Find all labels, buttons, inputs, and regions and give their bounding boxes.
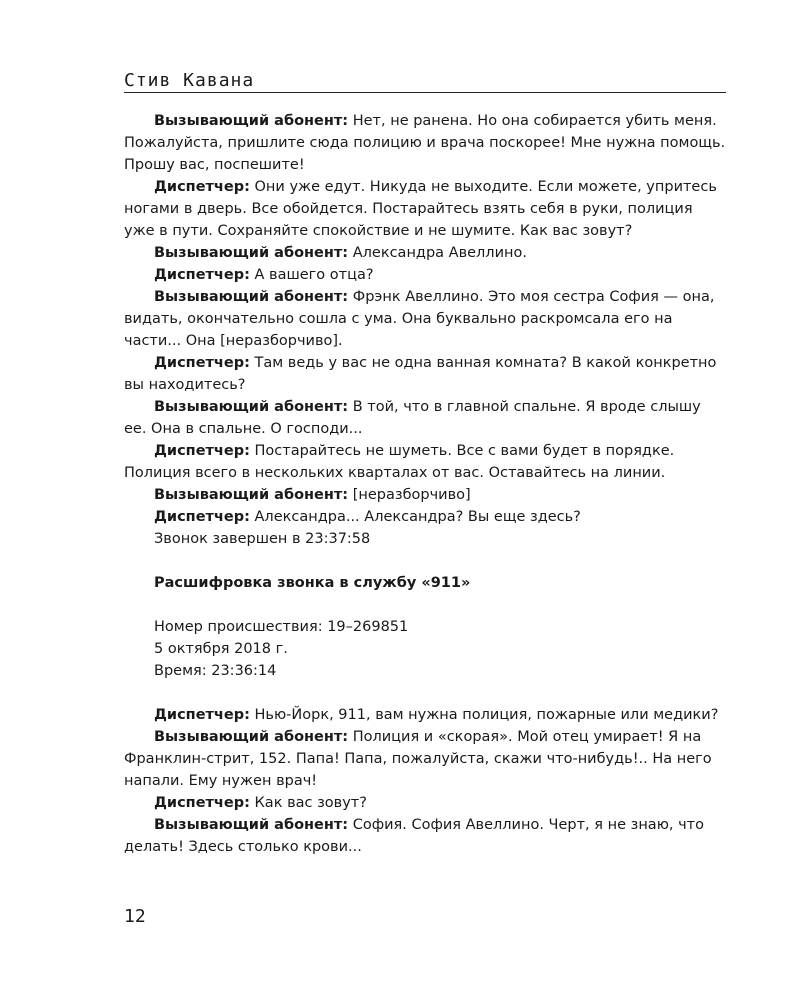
incident-date: 5 октября 2018 г. (154, 641, 288, 657)
utterance: Александра Авеллино. (348, 245, 527, 261)
page-body (124, 110, 726, 858)
speaker-label: Диспетчер: (154, 179, 250, 195)
speaker-label: Диспетчер: (154, 443, 250, 459)
utterance: В той, что в главной спальне. Я вроде слышу ее. Она в спальне. О господи... (124, 399, 701, 437)
dialogue-line (124, 264, 726, 286)
dialogue-part-1 (124, 110, 726, 550)
speaker-label: Диспетчер: (154, 509, 250, 525)
incident-time: Время: 23:36:14 (154, 663, 277, 679)
speaker-label: Диспетчер: (154, 267, 250, 283)
dialogue-line (124, 242, 726, 264)
utterance: Они уже едут. Никуда не выходите. Если можете, упритесь ногами в дверь. Все обойдется. Постарайтесь взять себя в руки, полиция уже в пути. Сохраняйте спокойствие и не шумите. Как вас зовут? (124, 179, 717, 239)
dialogue-line (124, 726, 726, 792)
utterance: Нет, не ранена. Но она собирается убить меня. Пожалуйста, пришлите сюда полицию и врача поскорее! Мне нужна помощь. Прошу вас, поспешите! (124, 113, 726, 173)
spacer (124, 682, 726, 704)
speaker-label: Вызывающий абонент: (154, 113, 349, 129)
speaker-label: Диспетчер: (154, 795, 250, 811)
call-ended-note: Звонок завершен в 23:37:58 (154, 531, 371, 547)
speaker-label: Вызывающий абонент: (154, 729, 349, 745)
speaker-label: Диспетчер: (154, 355, 250, 371)
utterance: Александра... Александра? Вы еще здесь? (249, 509, 581, 525)
incident-details (124, 616, 726, 682)
utterance: Как вас зовут? (249, 795, 367, 811)
dialogue-line (124, 704, 726, 726)
spacer (124, 550, 726, 572)
speaker-label: Диспетчер: (154, 707, 250, 723)
dialogue-line (124, 352, 726, 396)
dialogue-line (124, 110, 726, 176)
dialogue-part-2 (124, 704, 726, 858)
utterance: София. София Авеллино. Черт, я не знаю, что делать! Здесь столько крови... (124, 817, 704, 855)
utterance: Нью-Йорк, 911, вам нужна полиция, пожарные или медики? (249, 707, 719, 723)
utterance: Фрэнк Авеллино. Это моя сестра София — она, видать, окончательно сошла с ума. Она буквально раскромсала его на части... Она [неразборчиво]. (124, 289, 715, 349)
spacer (124, 594, 726, 616)
utterance: Там ведь у вас не одна ванная комната? В какой конкретно вы находитесь? (124, 355, 717, 393)
dialogue-line (124, 814, 726, 858)
speaker-label: Вызывающий абонент: (154, 487, 349, 503)
utterance: [неразборчиво] (348, 487, 471, 503)
dialogue-line (124, 440, 726, 484)
dialogue-line (124, 792, 726, 814)
running-head: Стив Кавана (124, 70, 726, 93)
dialogue-line (124, 484, 726, 506)
speaker-label: Вызывающий абонент: (154, 289, 349, 305)
utterance: Полиция и «скорая». Мой отец умирает! Я на Франклин-стрит, 152. Папа! Папа, пожалуйста, скажи что-нибудь!.. На него напали. Ему нужен врач! (124, 729, 712, 789)
speaker-label: Вызывающий абонент: (154, 399, 349, 415)
dialogue-line (124, 396, 726, 440)
speaker-label: Вызывающий абонент: (154, 817, 349, 833)
utterance: Постарайтесь не шуметь. Все с вами будет в порядке. Полиция всего в нескольких кварталах от вас. Оставайтесь на линии. (124, 443, 675, 481)
page-number: 12 (124, 906, 146, 927)
speaker-label: Вызывающий абонент: (154, 245, 349, 261)
incident-number: Номер происшествия: 19–269851 (154, 619, 409, 635)
dialogue-line (124, 176, 726, 242)
utterance: А вашего отца? (249, 267, 374, 283)
dialogue-line (124, 506, 726, 528)
dialogue-line (124, 286, 726, 352)
transcript-heading: Расшифровка звонка в службу «911» (154, 575, 471, 591)
